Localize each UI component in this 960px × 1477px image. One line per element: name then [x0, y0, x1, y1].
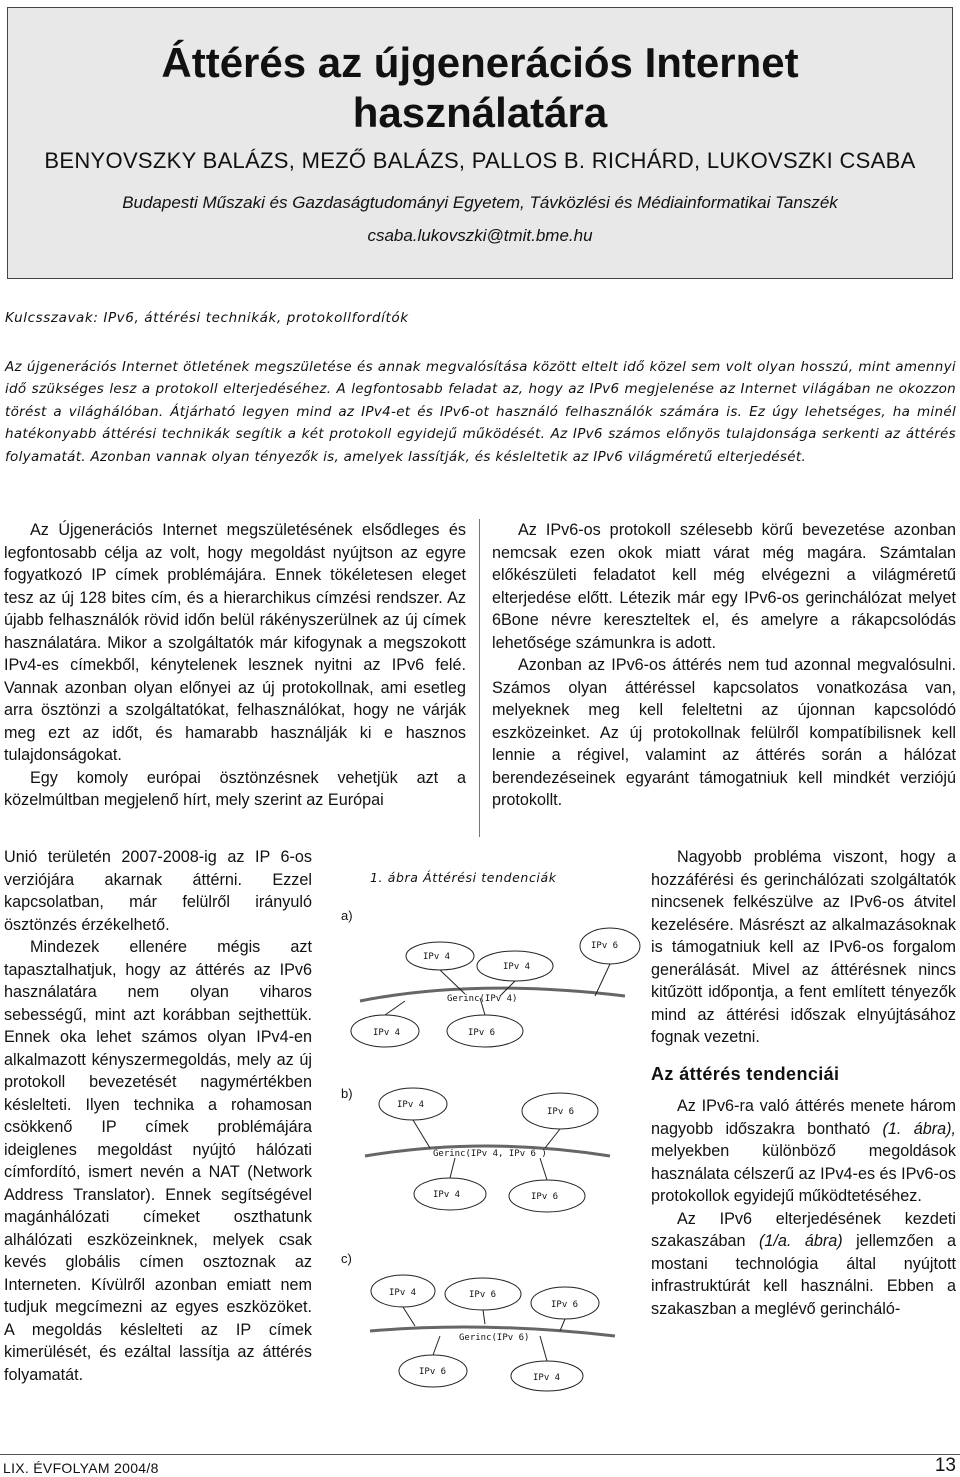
cloud-label: IPv 4	[503, 962, 531, 972]
cloud-label: IPv 6	[591, 941, 619, 951]
section-heading: Az áttérés tendenciái	[651, 1063, 840, 1084]
panel-label: a)	[341, 908, 353, 923]
left-column-top	[4, 519, 466, 812]
title-line-1: Áttérés az újgenerációs Internet	[161, 39, 799, 86]
column-divider	[479, 519, 480, 837]
paragraph: Az IPv6 elterjedésének kezdeti szakaszában (1/a. ábra) jellemzően a mostani technológia által nyújtott infrastruktúrát kell használni. Ebben a szakaszban a meglévő gerincháló-	[651, 1209, 956, 1318]
cloud-label: IPv 4	[397, 1100, 425, 1110]
cloud-label: IPv 6	[531, 1192, 559, 1202]
backbone-label: Gerinc(IPv 6)	[459, 1333, 530, 1343]
paragraph: Az IPv6-os protokoll szélesebb körű bevezetése azonban nemcsak ezen okok miatt várat még magára. Számtalan előkészületi feladatot kell még elvégezni a világméretű elterjedése előtt. Létezik már egy IPv6-os gerinchálózat melyet 6Bone névre kereszteltek el, és amelyre a rákapcsolódás lehetősége számunkra is adott.	[492, 521, 956, 652]
affiliation: Budapesti Műszaki és Gazdaságtudományi Egyetem, Távközlési és Médiainformatikai Tanszék	[122, 193, 838, 212]
cloud-label: IPv 4	[423, 952, 451, 962]
cloud-label: IPv 4	[389, 1288, 417, 1298]
cloud-label: IPv 6	[547, 1107, 575, 1117]
figure-reference: (1/a. ábra)	[758, 1232, 843, 1250]
paragraph: Egy komoly európai ösztönzésnek vehetjük azt a közelmúltban megjelenő hírt, mely szerint az Európai	[4, 768, 466, 809]
figure-caption: 1. ábra Áttérési tendenciák	[370, 870, 557, 885]
paragraph: Unió területén 2007-2008-ig az IP 6-os verziójára akarnak áttérni. Ezzel kapcsolatban, már felülről irányuló ösztönzés érzékelhető.	[4, 848, 312, 934]
keywords: Kulcsszavak: IPv6, áttérési technikák, protokollfordítók	[5, 310, 409, 326]
cloud-label: IPv 6	[419, 1367, 447, 1377]
right-column-top	[492, 519, 956, 812]
figure-diagram	[325, 866, 643, 1406]
backbone-label: Gerinc(IPv 4)	[447, 994, 518, 1004]
paragraph: Az Újgenerációs Internet megszületésének elsődleges és legfontosabb célja az volt, hogy megoldást nyújtson az egyre fogyatkozó IP címek problémájára. Ennek tökéletesen eleget tesz az új 128 bites cím, és a hierarchikus címzési rendszer. Az újabb felhasználók rövid időn belül rákényszerülnek az új címek használatára. Mikor a szolgáltatók már kifogynak a megszokott IPv4-es címekből, kénytelenek lesznek nyitni az IPv6 felé. Vannak azonban olyan előnyei az új protokollnak, ami esetleg arra ösztönzi a szolgáltatókat, felhasználókat, hogy ne várják meg ezt az időt, és hamarabb használják ki e hasznos tulajdonságokat.	[4, 521, 466, 764]
paragraph: Mindezek ellenére mégis azt tapasztalhatjuk, hogy az áttérés az IPv6 használatára nem olyan viharos sebességű, mint azt korábban sejthettük. Ennek oka lehet számos olyan IPv4-en alkalmazott kényszermegoldás, mely az új protokoll bevezetését nagymértékben késlelteti. Ilyen technika a rohamosan csökkenő IP címek problémájára ideiglenes megoldást nyújtó hálózati címfordító, ismert nevén a NAT (Network Address Translator). Ennek segítségével magánhálózati címeket oszthatunk alhálózati eszközeinknek, melyek csak kevés globális címen osztoznak az Interneten. Kívülről azonban emiatt nem tudjuk megcímezni az egyes eszközöket. A megoldás késlelteti az IP címek kimerülését, és ezáltal lassítja az áttérés folyamatát.	[4, 938, 312, 1384]
cloud-label: IPv 6	[469, 1290, 497, 1300]
footer-volume: LIX. ÉVFOLYAM 2004/8	[3, 1460, 159, 1476]
cloud-label: IPv 4	[533, 1373, 561, 1383]
email: csaba.lukovszki@tmit.bme.hu	[367, 226, 593, 245]
cloud-label: IPv 6	[551, 1300, 579, 1310]
figure-reference: (1. ábra),	[882, 1119, 956, 1138]
backbone-label: Gerinc(IPv 4, IPv 6 )	[433, 1149, 547, 1159]
left-column-bottom	[4, 846, 312, 1386]
page-number: 13	[934, 1455, 956, 1476]
abstract: Az újgenerációs Internet ötletének megszületése és annak megvalósítása között eltelt idő közel sem volt olyan hosszú, mint amennyi idő szükséges lesz a protokoll elterjedéséhez. A legfontosabb feladat az, hogy az IPv6 megjelenése az Internet világában ne okozzon törést a világhálóban. Átjárható legyen mind az IPv4-et és IPv6-ot használó felhasználók számára is. Ez úgy lehetséges, ha minél hatékonyabb áttérési technikák segítik a két protokoll egyidejű működését. Az IPv6 számos előnyös tulajdonsága serkenti az áttérés folyamatát. Azonban vannak olyan tényezők is, amelyek lassítják, és késleltetik az IPv6 világméretű elterjedését.	[5, 359, 956, 465]
right-column-bottom	[651, 846, 956, 1320]
cloud-label: IPv 4	[373, 1028, 401, 1038]
panel-label: b)	[341, 1086, 353, 1101]
cloud-label: IPv 4	[433, 1190, 461, 1200]
title-line-2: használatára	[352, 89, 608, 136]
authors: BENYOVSZKY BALÁZS, MEZŐ BALÁZS, PALLOS B. RICHÁRD, LUKOVSZKI CSABA	[44, 148, 916, 173]
panel-label: c)	[341, 1251, 352, 1266]
cloud-label: IPv 6	[468, 1028, 496, 1038]
paragraph: Azonban az IPv6-os áttérés nem tud azonnal megvalósulni. Számos olyan áttéréssel kapcsolatos vonatkozása van, melyeknek meg kell feleltetni az újonnan kapcsolódó eszközeinket. Az új protokollnak felülről kompatíbilisnek kell lennie a régivel, valamint az áttérés során a hálózat berendezéseinek egyaránt támogatniuk kell mindkét verziójú protokollt.	[492, 656, 956, 809]
page-title	[0, 38, 960, 138]
paragraph: Nagyobb probléma viszont, hogy a hozzáférési és gerinchálózati szolgáltatók nincsenek felkészülve az IPv6-os átvitel kezelésére. Másrészt az alkalmazásoknak is támogatniuk kell az IPv6-os forgalom generálását. Mivel az áttérésnek nincs kitűzött időpontja, a fent említett tényezők mind az áttérési időszak elnyújtásához fognak vezetni.	[651, 848, 956, 1046]
paragraph: Az IPv6-ra való áttérés menete három nagyobb időszakra bontható (1. ábra), melyekben különböző megoldások használata célszerű az IPv4-es és IPv6-os protokollok egyidejű működtetéséhez.	[651, 1097, 957, 1205]
footer-divider	[0, 1454, 960, 1455]
